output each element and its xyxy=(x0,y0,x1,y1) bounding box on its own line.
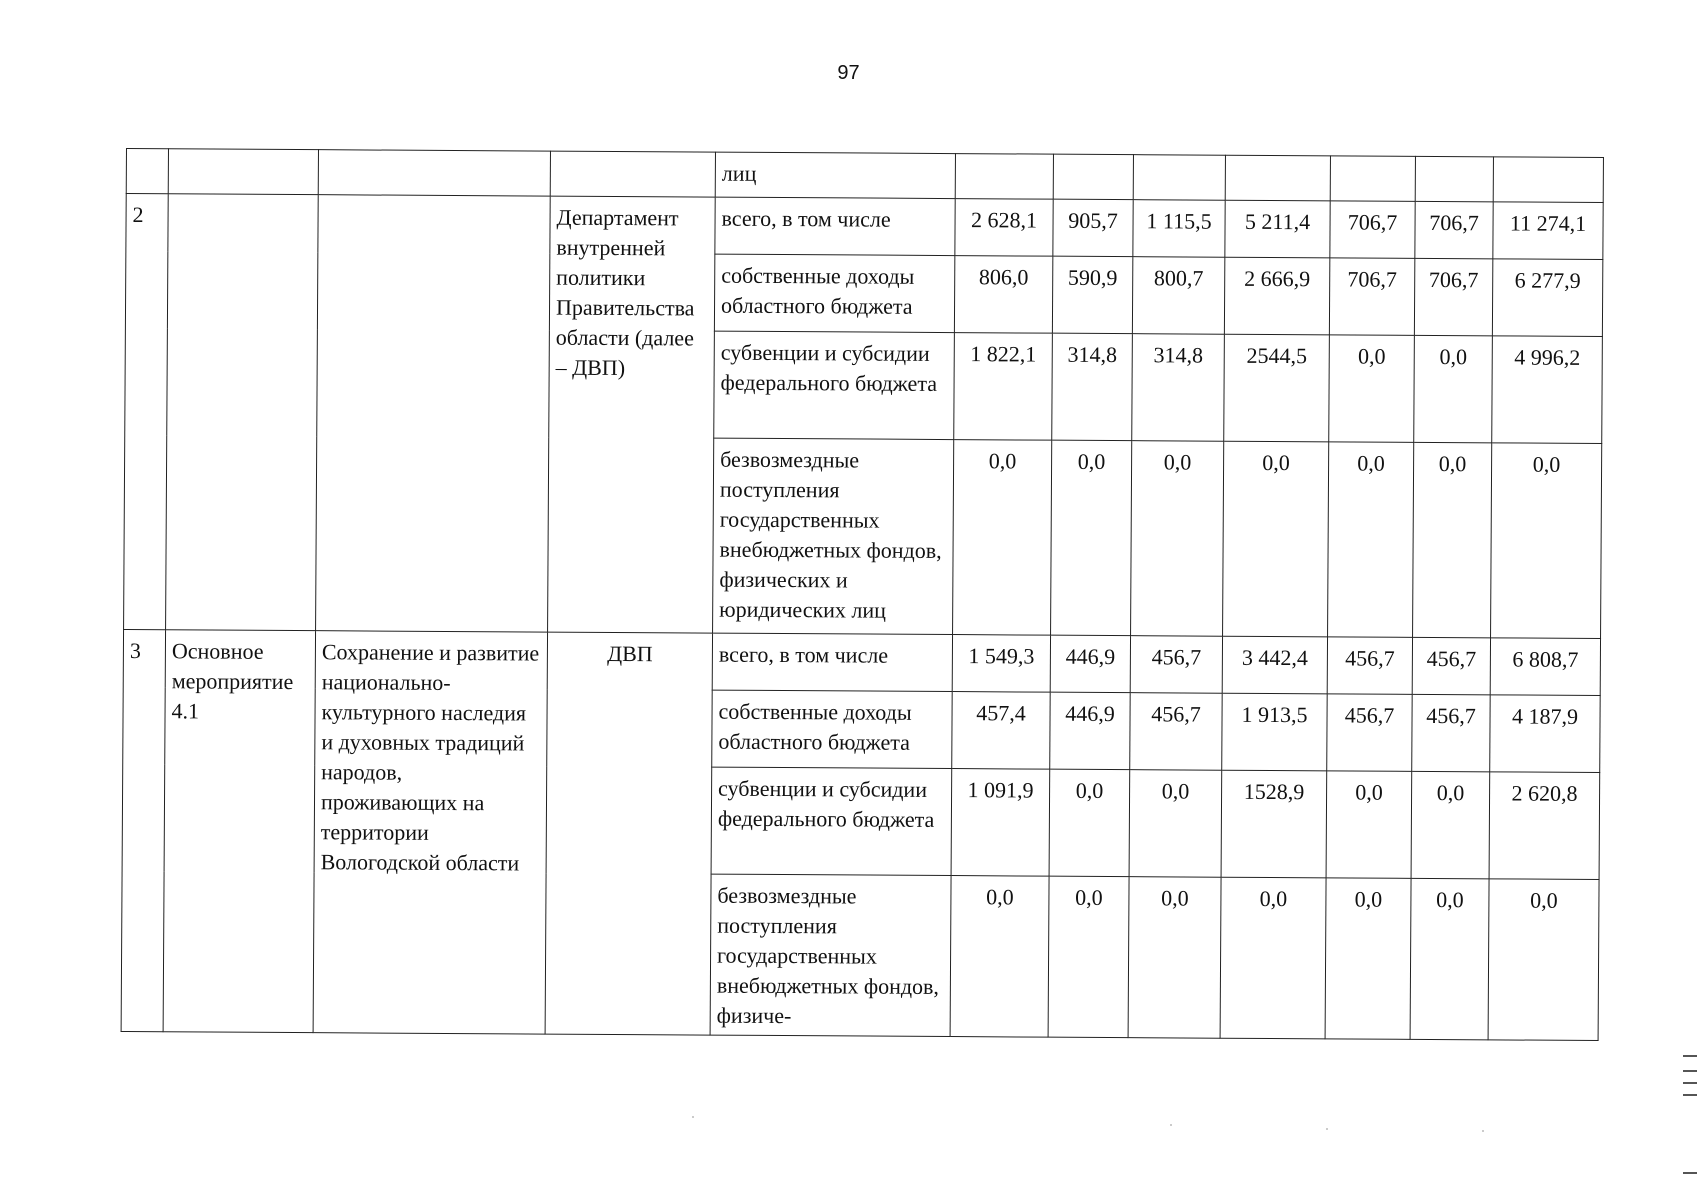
value-cell xyxy=(1053,154,1133,199)
value-cell: 905,7 xyxy=(1053,199,1133,256)
scan-speck xyxy=(1326,1128,1328,1130)
row-number-cell: 2 xyxy=(124,194,169,630)
page-number: 97 xyxy=(837,62,860,84)
event-name-cell: Сохранение и развитие национально-культурного наследия и духовных традиций народов, проживающих на территории Вологодской области xyxy=(313,631,547,1034)
value-cell: 0,0 xyxy=(1329,335,1415,443)
value-cell: 2544,5 xyxy=(1224,334,1330,442)
row-number-cell: 3 xyxy=(121,629,165,1031)
executor-cell xyxy=(550,151,715,197)
value-cell: 4 187,9 xyxy=(1490,695,1600,773)
value-cell: 456,7 xyxy=(1412,694,1490,771)
value-cell: 0,0 xyxy=(1328,442,1414,638)
value-cell: 590,9 xyxy=(1052,256,1132,333)
scan-mark xyxy=(1683,1172,1697,1174)
value-cell: 456,7 xyxy=(1327,637,1412,695)
funding-source-cell: всего, в том числе xyxy=(715,197,955,255)
value-cell: 3 442,4 xyxy=(1222,636,1327,694)
value-cell: 1528,9 xyxy=(1221,770,1327,878)
table-row xyxy=(123,629,1600,695)
value-cell: 1 913,5 xyxy=(1222,693,1327,771)
value-cell: 314,8 xyxy=(1052,333,1133,440)
value-cell: 456,7 xyxy=(1130,693,1222,771)
executor-cell: Департамент внутренней политики Правительства области (далее – ДВП) xyxy=(548,196,716,633)
value-cell: 456,7 xyxy=(1130,636,1222,694)
value-cell: 456,7 xyxy=(1412,637,1490,694)
event-name-cell xyxy=(318,150,550,196)
value-cell: 0,0 xyxy=(1220,877,1326,1039)
value-cell: 0,0 xyxy=(1410,878,1489,1039)
value-cell: 706,7 xyxy=(1330,201,1415,259)
value-cell: 456,7 xyxy=(1327,694,1412,772)
value-cell: 0,0 xyxy=(950,876,1049,1038)
value-cell: 0,0 xyxy=(1411,771,1490,878)
value-cell: 2 620,8 xyxy=(1489,772,1600,880)
value-cell: 0,0 xyxy=(1491,443,1602,639)
table-row xyxy=(126,194,1603,260)
value-cell: 11 274,1 xyxy=(1493,202,1603,260)
funding-source-cell: собственные доходы областного бюджета xyxy=(712,690,952,768)
value-cell: 1 115,5 xyxy=(1133,200,1225,258)
value-cell xyxy=(1493,157,1603,203)
value-cell: 314,8 xyxy=(1132,334,1225,442)
funding-source-cell: всего, в том числе xyxy=(712,633,952,691)
value-cell: 0,0 xyxy=(1048,876,1129,1037)
scan-mark xyxy=(1683,1055,1697,1057)
funding-source-cell: собственные доходы областного бюджета xyxy=(714,254,954,332)
value-cell: 0,0 xyxy=(1129,770,1222,878)
funding-source-cell: лиц xyxy=(715,152,955,198)
scan-mark xyxy=(1683,1094,1697,1096)
value-cell: 800,7 xyxy=(1132,257,1224,335)
executor-cell: ДВП xyxy=(545,632,712,1035)
value-cell xyxy=(955,154,1053,200)
value-cell: 0,0 xyxy=(953,440,1052,636)
value-cell: 0,0 xyxy=(1488,879,1599,1041)
funding-source-cell: субвенции и субсидии федерального бюджета xyxy=(714,331,955,439)
value-cell xyxy=(1133,155,1225,201)
scan-speck xyxy=(1170,1124,1172,1126)
value-cell: 0,0 xyxy=(1131,441,1224,637)
value-cell: 1 822,1 xyxy=(954,333,1053,441)
value-cell: 0,0 xyxy=(1223,441,1329,637)
value-cell: 0,0 xyxy=(1413,442,1492,637)
budget-table-sheet xyxy=(121,148,1604,1041)
value-cell: 2 628,1 xyxy=(955,199,1053,257)
value-cell: 446,9 xyxy=(1050,692,1130,769)
value-cell: 0,0 xyxy=(1326,771,1412,879)
value-cell: 6 277,9 xyxy=(1492,259,1602,337)
scan-mark xyxy=(1683,1070,1697,1072)
value-cell: 5 211,4 xyxy=(1225,200,1330,258)
value-cell: 806,0 xyxy=(954,256,1052,334)
value-cell: 706,7 xyxy=(1414,258,1492,335)
value-cell: 6 808,7 xyxy=(1490,638,1600,696)
value-cell: 446,9 xyxy=(1050,635,1130,692)
value-cell: 0,0 xyxy=(1128,877,1221,1039)
value-cell: 457,4 xyxy=(952,692,1050,770)
event-cell xyxy=(166,194,319,631)
funding-source-cell: субвенции и субсидии федерального бюджета xyxy=(711,767,952,875)
event-cell xyxy=(168,149,318,195)
scan-speck xyxy=(692,1116,694,1118)
event-name-cell xyxy=(316,195,551,632)
value-cell: 706,7 xyxy=(1329,258,1414,336)
value-cell xyxy=(1415,156,1493,201)
value-cell: 0,0 xyxy=(1049,769,1130,876)
value-cell: 1 549,3 xyxy=(952,635,1050,693)
event-cell: Основное мероприятие 4.1 xyxy=(163,630,315,1033)
funding-source-cell: безвозмездные поступления государственных внебюджетных фондов, физиче- xyxy=(710,874,951,1036)
scan-mark xyxy=(1683,1082,1697,1084)
value-cell: 0,0 xyxy=(1325,878,1411,1040)
value-cell: 706,7 xyxy=(1415,201,1493,258)
value-cell: 2 666,9 xyxy=(1224,257,1329,335)
value-cell: 0,0 xyxy=(1051,440,1132,635)
value-cell xyxy=(1225,155,1330,201)
funding-source-cell: безвозмездные поступления государственных внебюджетных фондов, физических и юридических лиц xyxy=(713,438,954,634)
value-cell: 4 996,2 xyxy=(1492,336,1603,444)
scan-speck xyxy=(1482,1130,1484,1132)
budget-table xyxy=(121,148,1604,1041)
value-cell: 0,0 xyxy=(1414,335,1493,442)
value-cell: 1 091,9 xyxy=(951,769,1050,877)
value-cell xyxy=(1330,156,1415,202)
row-number-cell xyxy=(126,149,168,194)
